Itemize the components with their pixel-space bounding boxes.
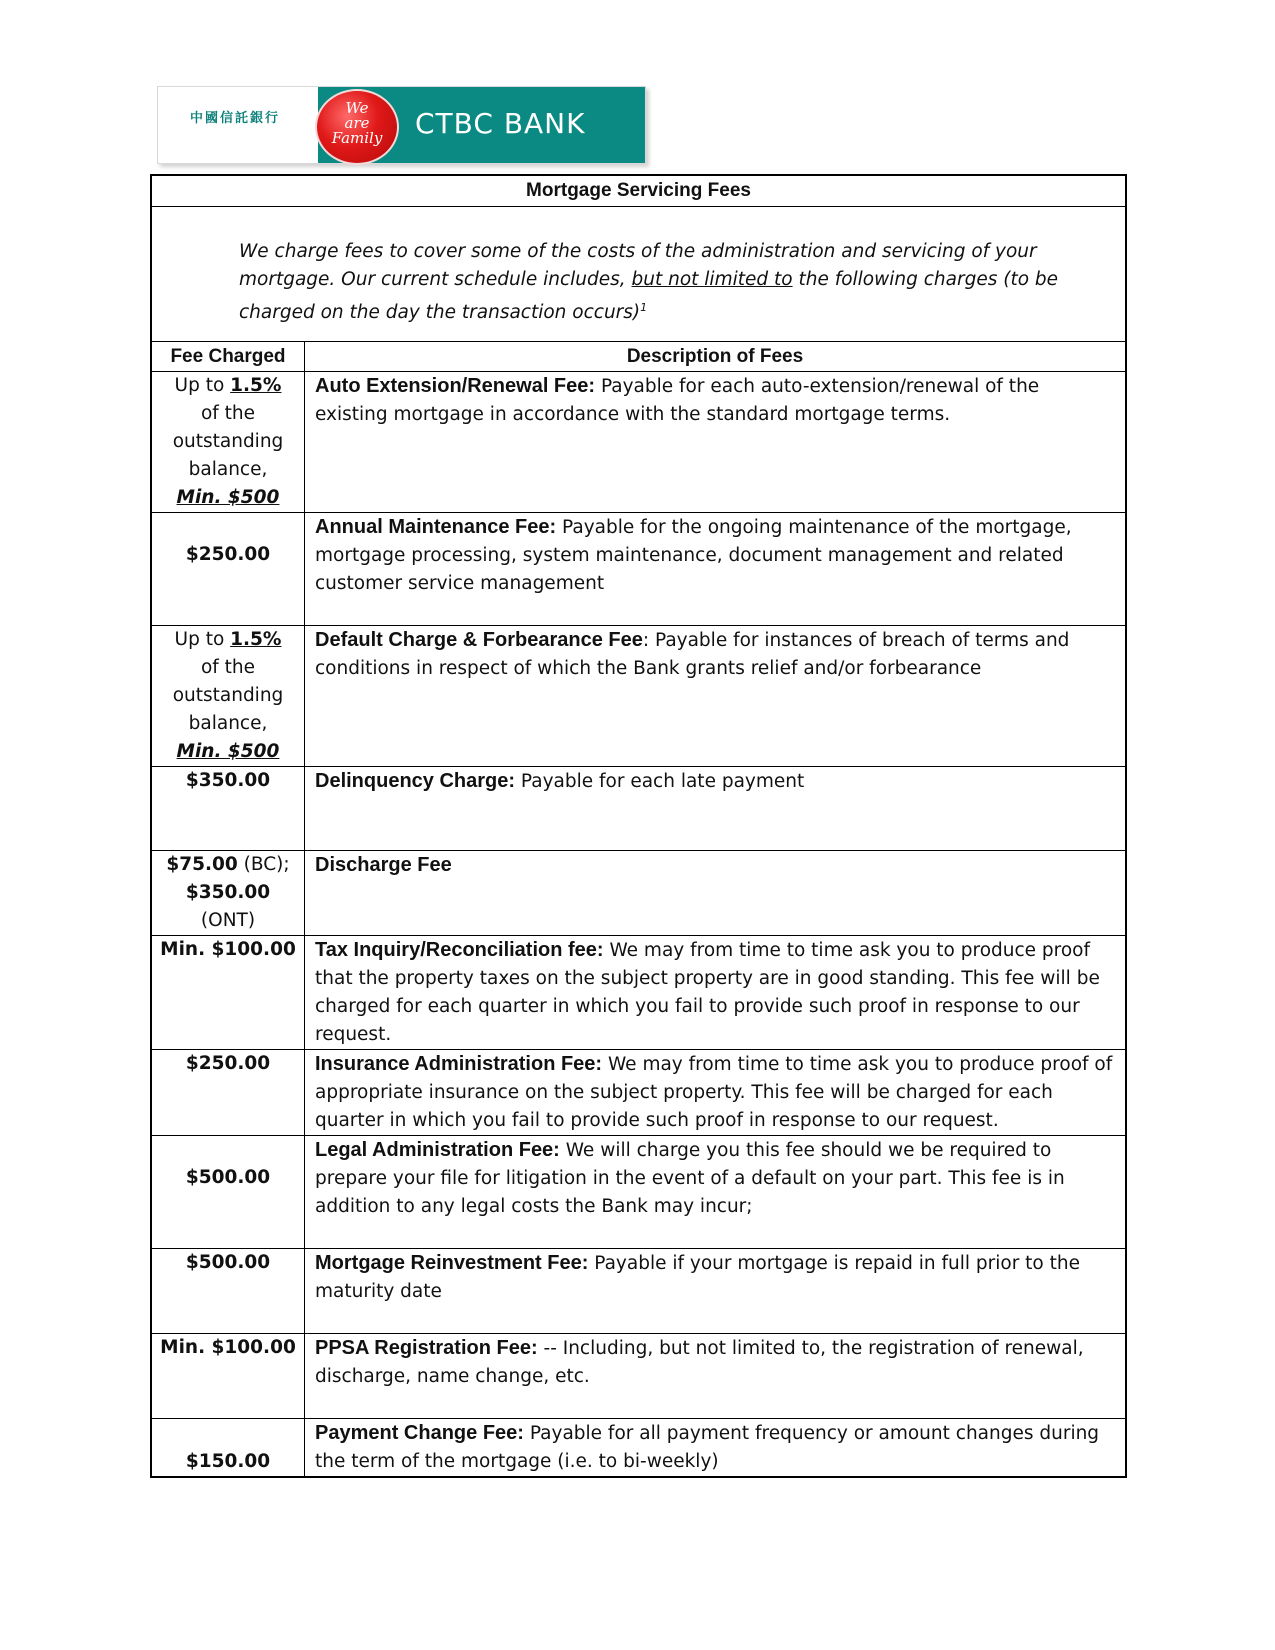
fee-amount: $250.00 [151, 513, 305, 626]
fee-amount: $75.00 (BC); $350.00 (ONT) [151, 851, 305, 936]
table-row [151, 372, 1126, 513]
table-row [151, 513, 1126, 626]
fee-description: Discharge Fee [305, 851, 1127, 936]
fee-description: Auto Extension/Renewal Fee: Payable for each auto-extension/renewal of the existing mortgage in accordance with the standard mortgage terms. [305, 372, 1127, 513]
fee-description: Default Charge & Forbearance Fee: Payable for instances of breach of terms and conditions in respect of which the Bank grants relief and/or forbearance [305, 626, 1127, 767]
intro-cell [151, 207, 1126, 342]
table-row [151, 626, 1126, 767]
fee-description: Mortgage Reinvestment Fee: Payable if your mortgage is repaid in full prior to the maturity date [305, 1249, 1127, 1334]
table-row [151, 1136, 1126, 1249]
table-row [151, 1334, 1126, 1419]
fee-amount: Up to 1.5% of the outstanding balance, Min. $500 [151, 626, 305, 767]
fee-amount: $500.00 [151, 1249, 305, 1334]
fee-description: Delinquency Charge: Payable for each late payment [305, 767, 1127, 851]
intro-text: We charge fees to cover some of the costs of the administration and servicing of your mortgage. Our current schedule includes, but not limited to the following charges (to be charged on the day the transaction occurs)$^1$ [239, 241, 1059, 324]
fee-description: Legal Administration Fee: We will charge you this fee should we be required to prepare your file for litigation in the event of a default on your part. This fee is in addition to any legal costs the Bank may incur; [305, 1136, 1127, 1249]
fee-amount: $250.00 [151, 1050, 305, 1136]
fee-amount: $150.00 [151, 1419, 305, 1478]
fee-description: Tax Inquiry/Reconciliation fee: We may from time to time ask you to produce proof that the property taxes on the subject property are in good standing. This fee will be charged for each quarter in which you fail to provide such proof in response to our request. [305, 936, 1127, 1050]
fee-amount: Up to 1.5% of the outstanding balance, Min. $500 [151, 372, 305, 513]
table-row [151, 767, 1126, 851]
logo-bank-name: CTBC BANK [415, 107, 586, 140]
fee-amount: $500.00 [151, 1136, 305, 1249]
fee-description: Annual Maintenance Fee: Payable for the ongoing maintenance of the mortgage, mortgage processing, system maintenance, document management and related customer service management [305, 513, 1127, 626]
fee-description: PPSA Registration Fee: -- Including, but not limited to, the registration of renewal, discharge, name change, etc. [305, 1334, 1127, 1419]
table-title: Mortgage Servicing Fees [151, 175, 1126, 207]
column-header-fee: Fee Charged [151, 342, 305, 372]
we-are-family-emblem [315, 89, 399, 165]
column-header-description: Description of Fees [305, 342, 1127, 372]
table-row [151, 851, 1126, 936]
fee-amount: Min. $100.00 [151, 936, 305, 1050]
logo-chinese-name: 中國信託銀行 [190, 111, 281, 126]
fee-amount: $350.00 [151, 767, 305, 851]
ctbc-bank-logo [157, 86, 646, 164]
mortgage-fees-table [150, 174, 1127, 1478]
table-row [151, 1419, 1126, 1478]
fee-amount: Min. $100.00 [151, 1334, 305, 1419]
fee-description: Insurance Administration Fee: We may from time to time ask you to produce proof of appropriate insurance on the subject property. This fee will be charged for each quarter in which you fail to provide such proof in response to our request. [305, 1050, 1127, 1136]
table-row [151, 936, 1126, 1050]
logo-chinese-panel [158, 87, 318, 163]
table-row [151, 1050, 1126, 1136]
fee-description: Payment Change Fee: Payable for all payment frequency or amount changes during the term of the mortgage (i.e. to bi-weekly) [305, 1419, 1127, 1478]
table-row [151, 1249, 1126, 1334]
emblem-slogan: We are Family [331, 99, 383, 147]
